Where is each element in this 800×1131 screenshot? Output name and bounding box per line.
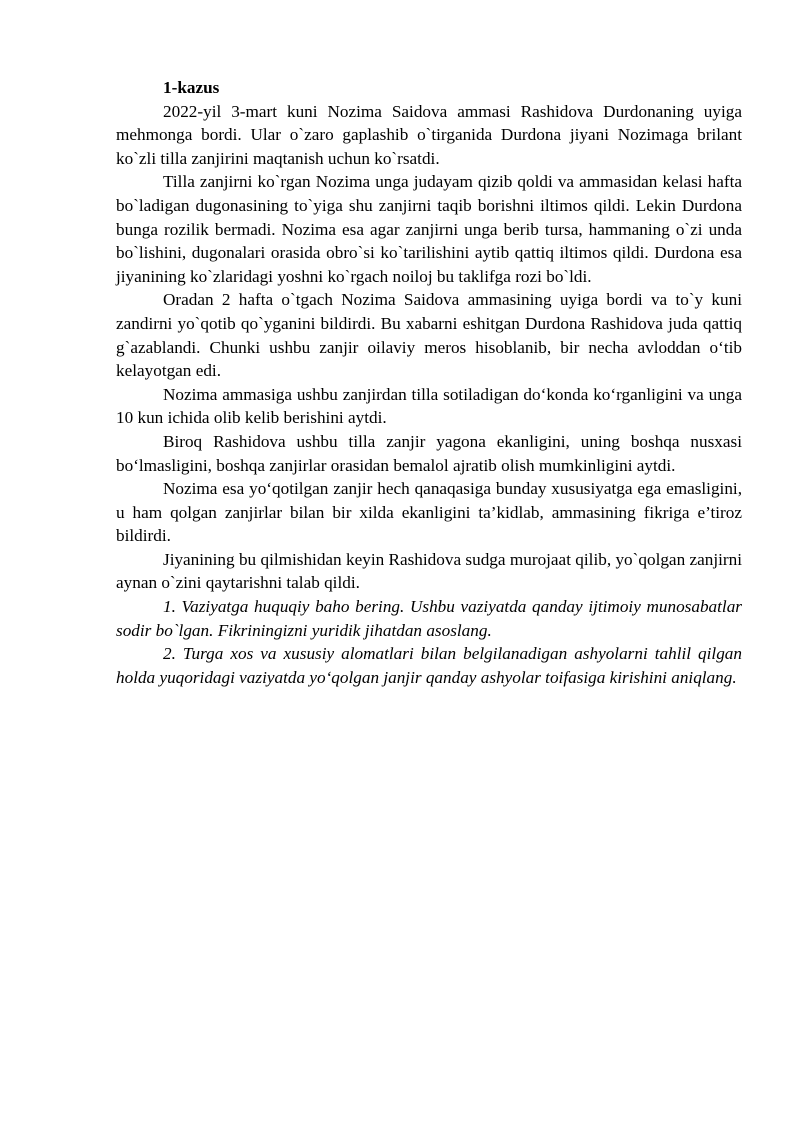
paragraph-2: Tilla zanjirni ko`rgan Nozima unga judayam qizib qoldi va ammasidan kelasi hafta bo`ladigan dugonasining to`yiga shu zanjirni taqib borishni iltimos qildi. Lekin Durdona bunga rozilik bermadi. Nozima esa agar zanjirni unga berib tursa, hammaning o`zi unda bo`lishini, dugonalari orasida obro`si ko`tarilishini aytib qattiq iltimos qildi. Durdona esa jiyanining ko`zlaridagi yoshni ko`rgach noiloj bu taklifga rozi bo`ldi. (116, 172, 742, 286)
paragraph-7: Jiyanining bu qilmishidan keyin Rashidova sudga murojaat qilib, yo`qolgan zanjirni aynan o`zini qaytarishni talab qildi. (116, 549, 742, 593)
paragraph-3: Oradan 2 hafta o`tgach Nozima Saidova ammasining uyiga bordi va to`y kuni zandirni yo`qotib qo`yganini bildirdi. Bu xabarni eshitgan Durdona Rashidova juda qattiq g`azablandi. Chunki ushbu zanjir oilaviy meros hisoblanib, bir necha avloddan o‘tib kelayotgan edi. (116, 290, 742, 381)
document-page (116, 76, 742, 689)
question-2: 2. Turga xos va xususiy alomatlari bilan belgilanadigan ashyolarni tahlil qilgan holda yuqoridagi vaziyatda yo‘qolgan janjir qanday ashyolar toifasiga kirishini aniqlang. (116, 644, 742, 687)
paragraph-5: Biroq Rashidova ushbu tilla zanjir yagona ekanligini, uning boshqa nusxasi bo‘lmasligini, boshqa zanjirlar orasidan bemalol ajratib olish mumkinligini aytdi. (116, 431, 742, 475)
question-1: 1. Vaziyatga huquqiy baho bering. Ushbu vaziyatda qanday ijtimoiy munosabatlar sodir bo`lgan. Fikriningizni yuridik jihatdan asoslang. (116, 597, 742, 640)
paragraph-1: 2022-yil 3-mart kuni Nozima Saidova ammasi Rashidova Durdonaning uyiga mehmonga bordi. Ular o`zaro gaplashib o`tirganida Durdona jiyani Nozimaga brilant ko`zli tilla zanjirini maqtanish uchun ko`rsatdi. (116, 101, 742, 168)
case-title: 1-kazus (163, 78, 220, 97)
paragraph-6: Nozima esa yo‘qotilgan zanjir hech qanaqasiga bunday xususiyatga ega emasligini, u ham qolgan zanjirlar bilan bir xilda ekanligini ta’kidlab, ammasining fikriga e’tiroz bildirdi. (116, 479, 742, 546)
paragraph-4: Nozima ammasiga ushbu zanjirdan tilla sotiladigan do‘konda ko‘rganligini va unga 10 kun ichida olib kelib berishini aytdi. (116, 384, 742, 428)
